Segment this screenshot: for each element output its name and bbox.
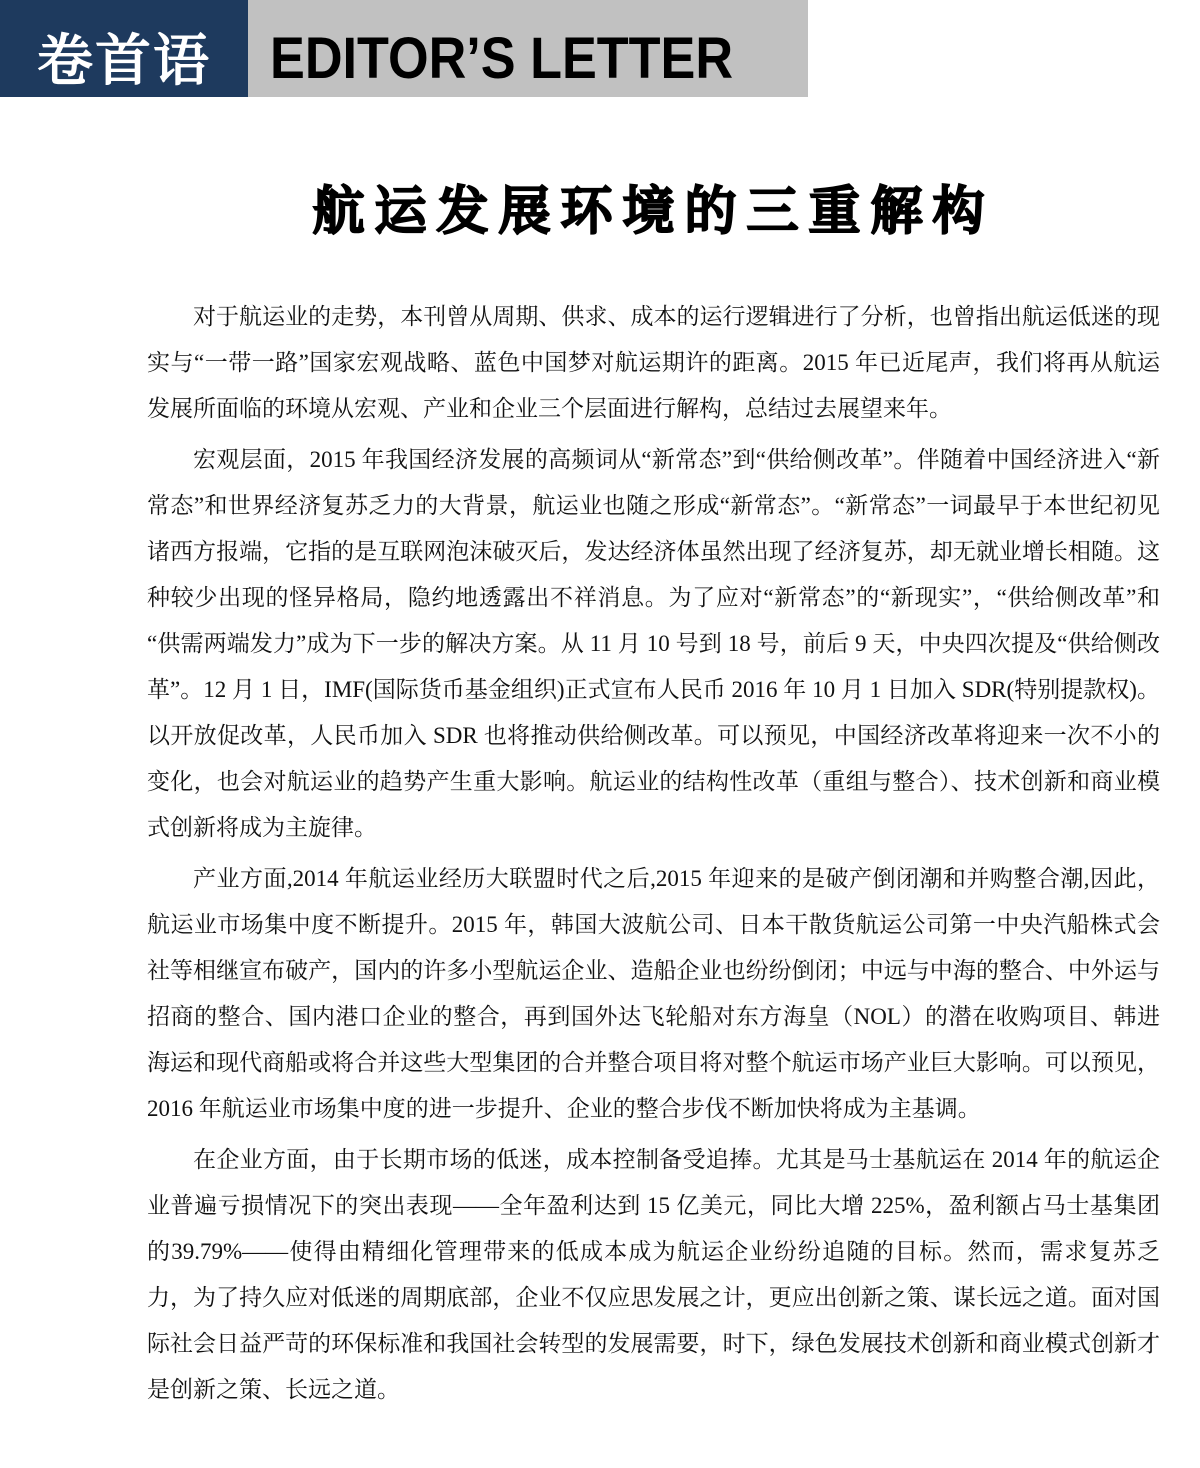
article-paragraph-2: 宏观层面，2015 年我国经济发展的高频词从“新常态”到“供给侧改革”。伴随着中国经济进入“新常态”和世界经济复苏乏力的大背景，航运业也随之形成“新常态”。“新常态”一词最早于本世纪初见诸西方报端，它指的是互联网泡沫破灭后，发达经济体虽然出现了经济复苏，却无就业增长相随。这种较少出现的怪异格局，隐约地透露出不祥消息。为了应对“新常态”的“新现实”，“供给侧改革”和“供需两端发力”成为下一步的解决方案。从 11 月 10 号到 18 号，前后 9 天，中央四次提及“供给侧改革”。12 月 1 日，IMF(国际货币基金组织)正式宣布人民币 2016 年 10 月 1 日加入 SDR(特别提款权)。以开放促改革，人民币加入 SDR 也将推动供给侧改革。可以预见，中国经济改革将迎来一次不小的变化，也会对航运业的趋势产生重大影响。航运业的结构性改革（重组与整合）、技术创新和商业模式创新将成为主旋律。 [147,446,1160,840]
section-label-cn-text: 卷首语 [37,29,211,94]
article-body [147,294,1160,1413]
article-paragraph-3: 产业方面,2014 年航运业经历大联盟时代之后,2015 年迎来的是破产倒闭潮和并购整合潮,因此，航运业市场集中度不断提升。2015 年，韩国大波航公司、日本干散货航运公司第一中央汽船株式会社等相继宣布破产，国内的许多小型航运企业、造船企业也纷纷倒闭；中远与中海的整合、中外运与招商的整合、国内港口企业的整合，再到国外达飞轮船对东方海皇（NOL）的潜在收购项目、韩进海运和现代商船或将合并这些大型集团的合并整合项目将对整个航运市场产业巨大影响。可以预见，2016 年航运业市场集中度的进一步提升、企业的整合步伐不断加快将成为主基调。 [147,865,1161,1121]
article-paragraph-1: 对于航运业的走势，本刊曾从周期、供求、成本的运行逻辑进行了分析，也曾指出航运低迷的现实与“一带一路”国家宏观战略、蓝色中国梦对航运期许的距离。2015 年已近尾声，我们将再从航运发展所面临的环境从宏观、产业和企业三个层面进行解构，总结过去展望来年。 [147,303,1160,421]
section-label-cn-box [0,0,248,97]
section-label-en-text: EDITOR’S LETTER [270,26,734,91]
article-title: 航运发展环境的三重解构 [312,181,995,242]
masthead [0,0,1200,97]
section-label-en-box [248,0,808,97]
article-paragraph-4: 在企业方面，由于长期市场的低迷，成本控制备受追捧。尤其是马士基航运在 2014 年的航运企业普遍亏损情况下的突出表现——全年盈利达到 15 亿美元，同比大增 225%，盈利额占马士基集团的39.79%——使得由精细化管理带来的低成本成为航运企业纷纷追随的目标。然而，需求复苏乏力，为了持久应对低迷的周期底部，企业不仅应思发展之计，更应出创新之策、谋长远之道。面对国际社会日益严苛的环保标准和我国社会转型的发展需要，时下，绿色发展技术创新和商业模式创新才是创新之策、长远之道。 [147,1146,1160,1402]
